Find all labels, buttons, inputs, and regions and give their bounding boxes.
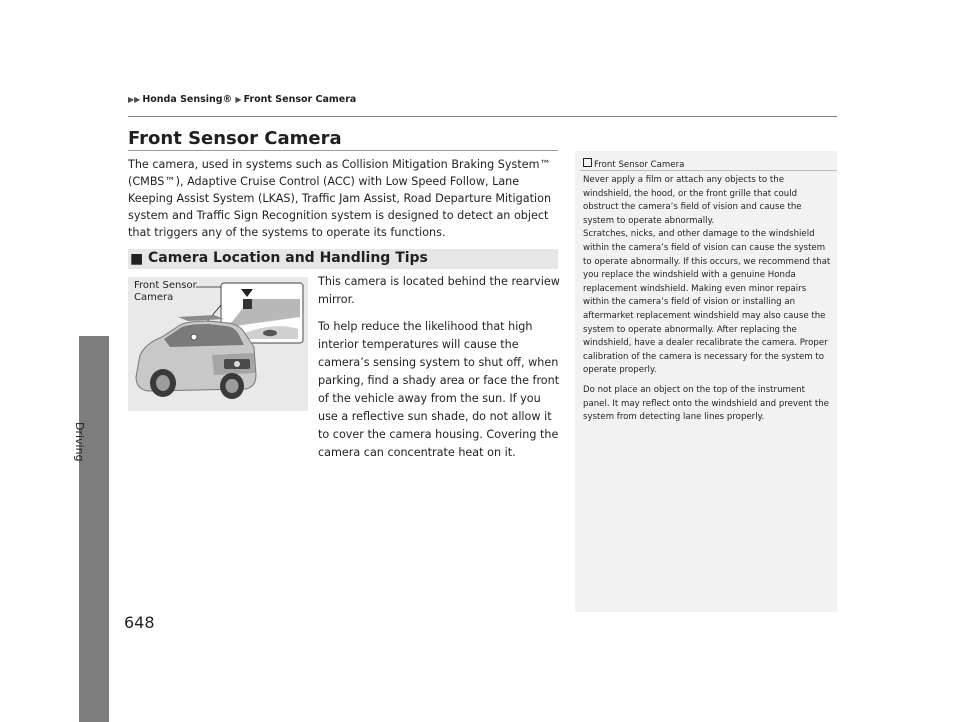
breadcrumb	[128, 94, 356, 105]
camera-position-marker-icon	[191, 334, 197, 340]
figure-callout-label: Front Sensor Camera	[134, 280, 197, 303]
body-paragraph-2: To help reduce the likelihood that high interior temperatures will cause the camera’s sensing system to shut off, when parking, find a shady area or face the front of the vehicle away from the sun. If you use a reflective sun shade, do not allow it to cover the camera housing. Covering the camera can concentrate heat on it.	[318, 320, 560, 459]
section-marker-icon: ■	[130, 251, 144, 267]
side-tab-blank	[79, 0, 109, 336]
breadcrumb-arrow-icon: ▶▶	[128, 95, 141, 104]
note-divider	[580, 170, 837, 171]
section-header	[128, 249, 558, 269]
page-number: 648	[124, 613, 155, 632]
camera-housing-icon	[243, 299, 252, 309]
header-divider	[128, 116, 837, 117]
chapter-label: Driving	[73, 422, 86, 462]
page-title: Front Sensor Camera	[128, 128, 342, 149]
note-title: Front Sensor Camera	[583, 158, 684, 170]
intro-paragraph: The camera, used in systems such as Collision Mitigation Braking System™ (CMBS™), Adaptive Cruise Control (ACC) with Low Speed Follow, Lane Keeping Assist System (LKAS), Traffic Jam Assist, Road Departure Mitigation system and Traffic Sign Recognition system is designed to detect an object that triggers any of the systems to operate its functions.	[128, 158, 552, 239]
breadcrumb-level1[interactable]: Honda Sensing®	[142, 94, 233, 105]
note-reference-icon	[583, 158, 592, 167]
note-paragraph-3: Do not place an object on the top of the instrument panel. It may reflect onto the windshield and prevent the system from detecting lane lines properly.	[583, 384, 829, 423]
body-paragraph-1: This camera is located behind the rearview mirror.	[318, 275, 560, 306]
breadcrumb-arrow-icon: ▶	[235, 95, 242, 104]
breadcrumb-level2[interactable]: Front Sensor Camera	[243, 94, 357, 105]
body-text	[318, 273, 560, 471]
inset-mirror	[263, 330, 277, 336]
roof-rack	[178, 315, 224, 321]
title-divider	[128, 150, 558, 151]
note-paragraph-1: Never apply a film or attach any objects to the windshield, the hood, or the front grille that could obstruct the camera’s field of vision and cause the system to operate abnormally.	[583, 175, 802, 226]
note-paragraph-2: Scratches, nicks, and other damage to the windshield within the camera’s field of vision can cause the system to operate abnormally. If this occurs, we recommend that you replace the windshield with a genuine Honda replacement windshield. Making even minor repairs within the camera’s field of vision or installing an aftermarket replacement windshield may also cause the system to operate abnormally. After replacing the windshield, have a dealer recalibrate the camera. Proper calibration of the camera is necessary for the system to operate properly.	[583, 229, 831, 376]
section-title: Camera Location and Handling Tips	[148, 250, 428, 266]
honda-emblem-icon	[234, 361, 240, 367]
note-text	[583, 174, 833, 431]
